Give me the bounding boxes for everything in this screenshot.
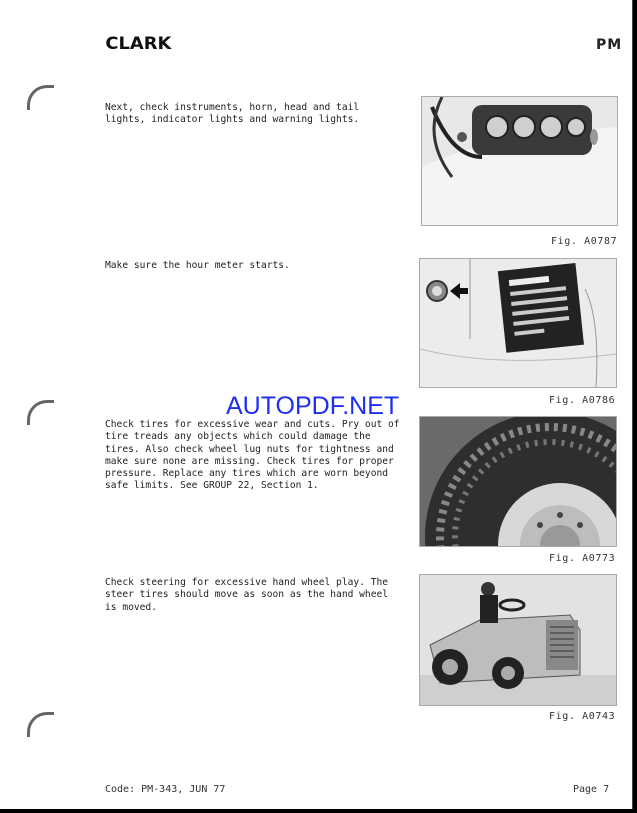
figure-caption: Fig. A0743 — [549, 711, 616, 722]
figure-caption: Fig. A0786 — [549, 395, 616, 406]
footer-code: Code: PM-343, JUN 77 — [105, 784, 226, 795]
figure-caption: Fig. A0787 — [551, 236, 618, 247]
step-4-text: Check steering for excessive hand wheel play. The steer tires should move as soon as the hand wheel is moved. — [105, 577, 389, 613]
figure-caption: Fig. A0773 — [549, 553, 616, 564]
step-2-text: Make sure the hour meter starts. — [105, 260, 290, 271]
watermark: AUTOPDF.NET — [226, 392, 400, 420]
figure-hour-meter-image — [419, 258, 617, 388]
page-number: Page 7 — [573, 784, 610, 795]
figure-steering-image — [419, 574, 617, 706]
figure-tire-image — [419, 416, 617, 547]
brand-logo: CLARK — [105, 34, 172, 54]
section-label: PM — [596, 37, 623, 53]
step-1-text: Next, check instruments, horn, head and tail lights, indicator lights and warning lights. — [105, 102, 360, 126]
binder-hole-icon — [27, 85, 54, 110]
binder-hole-icon — [27, 712, 54, 737]
binder-hole-icon — [27, 400, 54, 425]
figure-dashboard-image — [421, 96, 618, 226]
step-3-text: Check tires for excessive wear and cuts. Pry out of tire treads any objects which could damage the tires. Also check wheel lug nuts for tightness and make sure none are missing. Check tires for proper pressure. Replace any tires which are worn beyond safe limits. See GROUP 22, Section 1. — [105, 419, 400, 492]
